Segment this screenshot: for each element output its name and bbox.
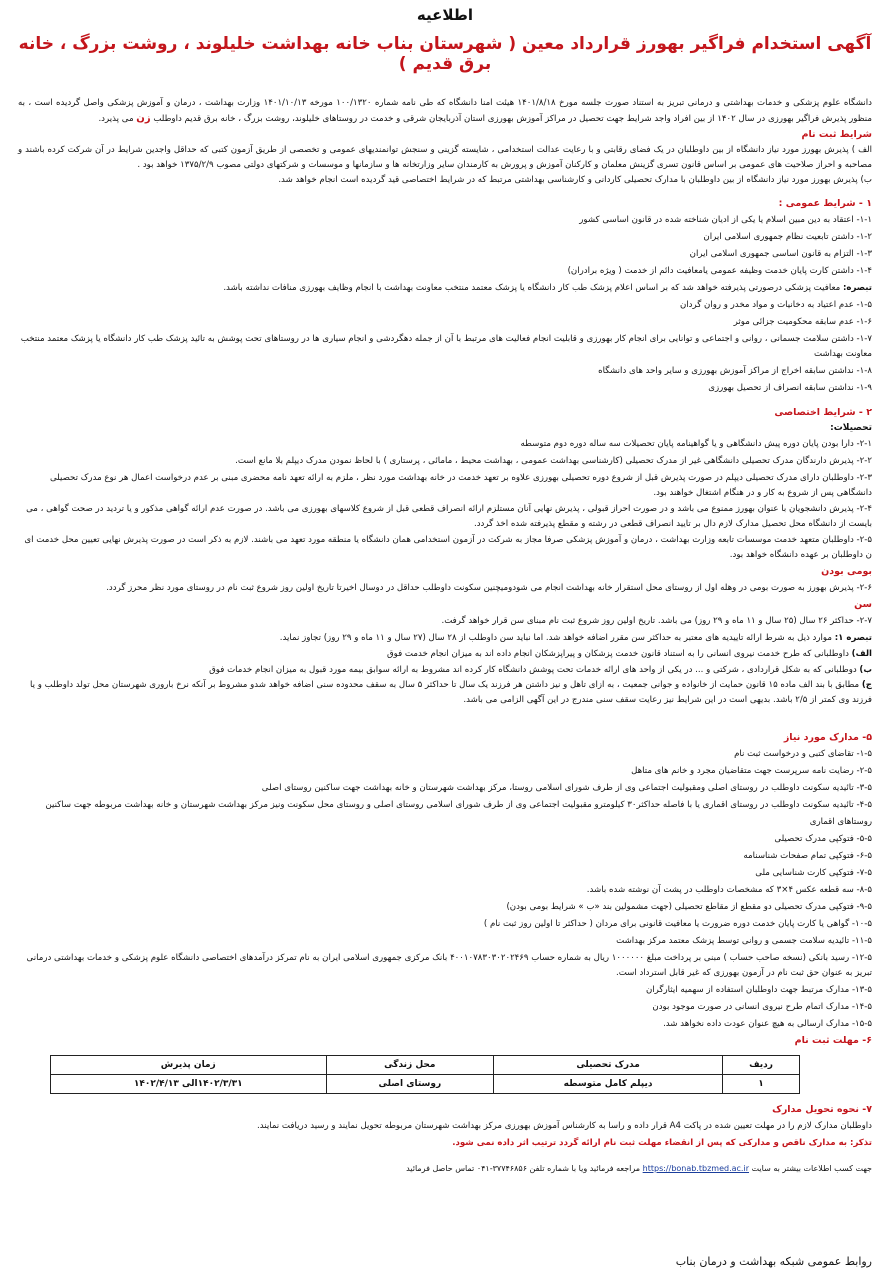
contact-post: مراجعه فرمائید ویا با شماره تلفن ۳۷۷۴۶۸۵۶-۰۴۱ تماس حاصل فرمائید — [406, 1164, 641, 1173]
table-cell: روستای اصلی — [326, 1075, 494, 1094]
footer-signature: روابط عمومی شبکه بهداشت و درمان بناب — [675, 1255, 872, 1268]
registration-conditions-heading: شرایط ثبت نام — [801, 129, 872, 140]
list-item: ۴-۵- تائیدیه سکونت داوطلب در روستای اقماری یا با فاصله حداکثر۳۰ کیلومترو مقبولیت اجتماعی وی از طرف شورای اسلامی روستای اصلی و روستای محل سکونت ونیز مرکز بهداشت شهرستان و خانه بهداشت مربوطه جهت ساکنین روستاهای اقماری — [45, 800, 872, 827]
documents-list — [8, 746, 882, 1033]
list-item: ۱-۵- تقاضای کتبی و درخواست ثبت نام — [734, 749, 872, 759]
list-item: ۲-۶- پذیرش بهورز به صورت بومی در وهله اول از روستای محل استقرار خانه بهداشت انجام می شودومیچنین سکونت داوطلب حداقل در دوسال اخیرتا تاریخ اولین روز شروع ثبت نام در روستای مورد نظر محرز گردد. — [106, 583, 872, 593]
note-text: داوطلبانی که طرح خدمت نیروی انسانی را به استناد قانون خدمت پزشکان و پیراپزشکان انجام داده اند به میزان انجام خدمت فوق — [386, 649, 849, 659]
list-item: ۲-۳- داوطلبان دارای مدرک تحصیلی دیپلم در صورت پذیرش قبل از شروع دوره تحصیلی بهورزی علاوه بر تعهد خدمت در خانه بهداشت مورد نظر ، ملزم به ارائه تعهد نامه محضری مبنی بر عدم درخواست اعمال هر نوع مدرک تحصیلی دانشگاهی پس از شروع به کار و در هنگام اشتغال خواهند بود. — [50, 473, 872, 498]
delivery-note: تذکر: به مدارک ناقص و مدارکی که پس از انقضاء مهلت ثبت نام ارائه گردد ترتیب اثر داده نمی شود. — [452, 1138, 872, 1148]
special-conditions-heading: ۲ - شرایط اختصاصی — [774, 407, 872, 418]
age-note-1 — [8, 630, 882, 646]
note-text: مطابق با بند الف ماده ۱۵ قانون حمایت از خانواده و جوانی جمعیت ، به ازای تاهل و نیز داشتن هر فرزند یک سال تا حداکثر ۵ سال به سقف محدوده سنی اضافه خواهد شدو مشروط بر آنکه نرخ باروری شهرستان محل تولد داوطلب و یا فرزند وی کمتر از ۲/۵ باشد. بدیهی است در این شرایط نیز رعایت سقف سنی مندرج در این آگهی الزامی می باشد. — [29, 680, 872, 705]
announcement-page — [8, 6, 882, 1272]
table-cell: ۱ — [723, 1075, 800, 1094]
list-item: ۱-۹- نداشتن سابقه انصراف از تحصیل بهورزی — [708, 383, 872, 393]
table-header-row — [51, 1056, 800, 1075]
documents-heading: ۵- مدارک مورد نیاز — [783, 732, 872, 743]
list-item: ۲-۵- داوطلبان متعهد خدمت موسسات تابعه وزارت بهداشت ، درمان و آموزش پزشکی صرفا مجاز به شرکت در آزمون استخدامی همان دانشگاه یا منطقه مورد تعهد می باشند. لازم به ذکر است در صورت پذیرش نهایی تعیین محل خدمت ای ن داوطلبان بر عهده دانشگاه خواهد بود. — [24, 535, 872, 560]
list-item: ۲-۴- پذیرش دانشجویان با عنوان بهورز ممنوع می باشد و در صورت احراز قبولی ، پذیرش نهایی آنان مستلزم ارائه انصراف قطعی قبل از شروع کلاسهای بهورزی می باشد. در صورت عدم ارائه گواهی مذکور و یا تردید در صحت گواهی ، می بایست از دانشگاه محل تحصیل مدارک لازم دال بر تایید انصراف قطعی در رشته و مقطع پذیرفته شده اخذ گردد. — [26, 504, 872, 529]
website-link[interactable]: https://bonab.tbzmed.ac.ir — [642, 1164, 749, 1173]
list-item: ۱۰-۵- گواهی یا کارت پایان خدمت دوره ضرورت یا معافیت قانونی برای مردان ( حداکثر تا اولین روز ثبت نام ) — [483, 919, 872, 929]
list-item: ۱۱-۵- تائیدیه سلامت جسمی و روانی توسط پزشک معتمد مرکز بهداشت — [616, 936, 872, 946]
note-label: تبصره: — [842, 283, 872, 293]
page-title: آگهی استخدام فراگیر بهورز قرارداد معین ( شهرستان بناب خانه بهداشت خلیلوند ، روشت بزرگ ، خانه برق قدیم ) — [18, 34, 872, 74]
contact-pre: جهت کسب اطلاعات بیشتر به سایت — [751, 1164, 872, 1173]
list-item: ۱-۷- داشتن سلامت جسمانی ، روانی و اجتماعی و توانایی برای انجام کار بهورزی و قابلیت انجام فعالیت های مرتبط با آن از جمله دهگردشی و انجام سیاری ها در روستاهای تحت پوشش به تائید پزشک طب کار دانشگاه یا پزشک معتمد منتخب معاونت بهداشت — [20, 334, 872, 359]
schedule-table — [50, 1055, 800, 1094]
list-item: ۲-۵- رضایت نامه سرپرست جهت متقاضیان مجرد و خانم های متاهل — [631, 766, 872, 776]
list-item: ۱۵-۵- مدارک ارسالی به هیچ عنوان عودت داده نخواهد شد. — [663, 1019, 872, 1029]
native-subheading: بومی بودن — [821, 566, 872, 577]
table-cell: دیپلم کامل متوسطه — [494, 1075, 723, 1094]
general-conditions-heading: ۱ - شرایط عمومی : — [778, 198, 872, 209]
list-item: ۱-۶- عدم سابقه محکومیت جزائی موثر — [733, 317, 872, 327]
note-label: الف) — [851, 649, 872, 659]
list-item: ۲-۱- دارا بودن پایان دوره پیش دانشگاهی و یا گواهینامه پایان تحصیلات سه ساله دوره دوم متوسطه — [520, 439, 872, 449]
note-label: تبصره ۱: — [834, 633, 872, 643]
list-item: ۶-۵- فتوکپی تمام صفحات شناسنامه — [743, 851, 872, 861]
list-item: ۱-۱- اعتقاد به دین مبین اسلام یا یکی از ادیان شناخته شده در قانون اساسی کشور — [579, 215, 872, 225]
column-header: محل زندگی — [326, 1056, 494, 1075]
column-header: مدرک تحصیلی — [494, 1056, 723, 1075]
note-label: ج) — [861, 680, 872, 690]
table-cell: ۱۴۰۲/۳/۳۱الی ۱۴۰۲/۴/۱۳ — [51, 1075, 327, 1094]
list-item: ۱۴-۵- مدارک اتمام طرح نیروی انسانی در صورت موجود بودن — [652, 1002, 872, 1012]
note-label: ب) — [859, 665, 872, 675]
intro-line-2: بهورزی در سال ۱۴۰۲ از بین افراد واجد شرایط جهت تحصیل در مراکز آموزش بهورزی استان آذربایجان شرقی و خدمت در روستاهای خلیلوند، روشت بزرگ ، خانه برق قدیم داوطلب — [153, 114, 794, 124]
list-item: ۱-۳- التزام به قانون اساسی جمهوری اسلامی ایران — [689, 249, 872, 259]
list-item: ۲-۲- پذیرش دارندگان مدرک تحصیلی دانشگاهی غیر از مدرک تحصیلی (کارشناسی بهداشت عمومی ، بهداشت محیط ، مامائی ، پرستاری ) با لحاظ نمودن مدرک دیپلم بلا مانع است. — [235, 456, 872, 466]
gender-highlight: زن — [136, 113, 151, 124]
announcement-heading: اطلاعیه — [416, 6, 474, 24]
list-item: ۱۲-۵- رسید بانکی (نسخه صاحب حساب ) مبنی بر پرداخت مبلغ ۱۰۰۰۰۰۰ ریال به شماره حساب ۴۰۰۱۰۷۸۳۰۳۰۲۰۲۴۶۹ بانک مرکزی جمهوری اسلامی ایران به نام تمرکز درآمدهای اختصاصی دانشگاه علوم پزشکی و خدمات بهداشتی درمانی تبریز به عنوان حق ثبت نام در آزمون بهورزی که غیر قابل استرداد است. — [26, 953, 872, 978]
note-text: موارد ذیل به شرط ارائه تاییدیه های معتبر به حداکثر سن مقرر اضافه خواهد شد. اما نباید سن داوطلب از ۲۸ سال (۲۷ سال و ۱۱ ماه و ۲۹ روز) تجاوز نماید. — [279, 633, 832, 643]
intro-paragraph — [8, 96, 882, 127]
delivery-text: داوطلبان مدارک لازم را در مهلت تعیین شده در پاکت A4 قرار داده و راسا به کارشناس آموزش بهورزی مرکز بهداشت شهرستان مربوطه تحویل نمایند و رسید دریافت نمایند. — [256, 1121, 872, 1131]
list-item: ۱-۵- عدم اعتیاد به دخانیات و مواد مخدر و روان گردان — [679, 300, 872, 310]
intro-line-2-end: می پذیرد. — [98, 114, 134, 124]
column-header: زمان پذیرش — [51, 1056, 327, 1075]
note-text: معافیت پزشکی درصورتی پذیرفته خواهد شد که بر اساس اعلام پزشک طب کار دانشگاه یا پزشک معتمد منتخب معاونت بهداشت با انجام وظایف بهورزی منافات نداشته باشد. — [223, 283, 841, 293]
registration-condition-a: الف ) پذیرش بهورز مورد نیاز دانشگاه از بین داوطلبان در یک فضای رقابتی و با رعایت عدالت استخدامی ، شایسته گزینی و سنجش توانمندیهای عمومی و تخصصی از طریق آزمون کتبی که حداقل واجدین شرایط در آن شرکت کرده باشند و مصاحبه و احراز صلاحیت های عمومی بر اساس قانون تسری گزینش معلمان و کارکنان آموزش و پرورش به کارمندان سایر وزارتخانه ها و سازمانها و موسسات و شرکتهای دولتی مصوب ۱۳۷۵/۲/۹ خواهد بود . — [18, 145, 872, 170]
list-item: ۱۳-۵- مدارک مرتبط جهت داوطلبان استفاده از سهمیه ایثارگران — [645, 985, 872, 995]
column-header: ردیف — [723, 1056, 800, 1075]
age-subheading: سن — [854, 599, 872, 610]
general-conditions-list — [8, 212, 882, 397]
delivery-heading: ۷- نحوه تحویل مدارک — [772, 1104, 872, 1115]
intro-line-1: دانشگاه علوم پزشکی و خدمات بهداشتی و درمانی تبریز به استناد صورت جلسه مورخ ۱۴۰۱/۸/۱۸ هیئت امنا دانشگاه که طی نامه شماره ۱۰۰/۱۳۲۰ مورخه ۱۴۰۱/۱۰/۱۳ وزارت بهداشت ، درمان و آموزش پزشکی واصل گردیده است ، به منظور پذیرش فراگیر — [18, 98, 872, 124]
note-text: دوطلبانی که به شکل قراردادی ، شرکتی و ... در یکی از واحد های ارائه خدمات تحت پوشش دانشگاه کار کرده اند مشروط به ارائه سوابق بیمه مورد قبول به میزان انجام خدمات فوق — [209, 665, 857, 675]
list-item: ۹-۵- فتوکپی مدرک تحصیلی دو مقطع از مقاطع تحصیلی (جهت مشمولین بند «ب » شرایط بومی بودن) — [506, 902, 872, 912]
table-row — [51, 1075, 800, 1094]
list-item: ۳-۵- تائیدیه سکونت داوطلب در روستای اصلی ومقبولیت اجتماعی وی از طرف شورای اسلامی روستا، مرکز بهداشت شهرستان و خانه بهداشت جهت ساکنین روستای اصلی — [261, 783, 872, 793]
contact-info — [8, 1162, 882, 1176]
age-note-alef — [8, 646, 882, 662]
list-item: ۱-۲- داشتن تابعیت نظام جمهوری اسلامی ایران — [703, 232, 872, 242]
age-note-be — [8, 662, 882, 678]
age-note-je — [8, 678, 882, 708]
list-item: ۲-۷- حداکثر ۲۶ سال (۲۵ سال و ۱۱ ماه و ۲۹ روز) می باشد. تاریخ اولین روز شروع ثبت نام مبنای سن قرار خواهد گرفت. — [441, 616, 872, 626]
list-item: ۷-۵- فتوکپی کارت شناسایی ملی — [755, 868, 872, 878]
general-note — [8, 280, 882, 297]
list-item: ۱-۴- داشتن کارت پایان خدمت وظیفه عمومی یامعافیت دائم از خدمت ( ویژه برادران) — [567, 266, 872, 276]
list-item: ۸-۵- سه قطعه عکس ۴×۳ که مشخصات داوطلب در پشت آن نوشته شده باشد. — [586, 885, 872, 895]
list-item: ۱-۸- نداشتن سابقه اخراج از مراکز آموزش بهورزی و سایر واحد های دانشگاه — [598, 366, 872, 376]
registration-condition-b: ب) پذیرش بهورز مورد نیاز دانشگاه از بین داوطلبان با مدارک تحصیلی کاردانی و کارشناسی بهداشتی مرتبط که در شرایط اختصاصی قید گردیده است انجام خواهد شد. — [278, 175, 872, 185]
schedule-heading: ۶- مهلت ثبت نام — [794, 1035, 872, 1046]
education-subheading: تحصیلات: — [830, 423, 872, 433]
list-item: ۵-۵- فتوکپی مدرک تحصیلی — [774, 834, 872, 844]
